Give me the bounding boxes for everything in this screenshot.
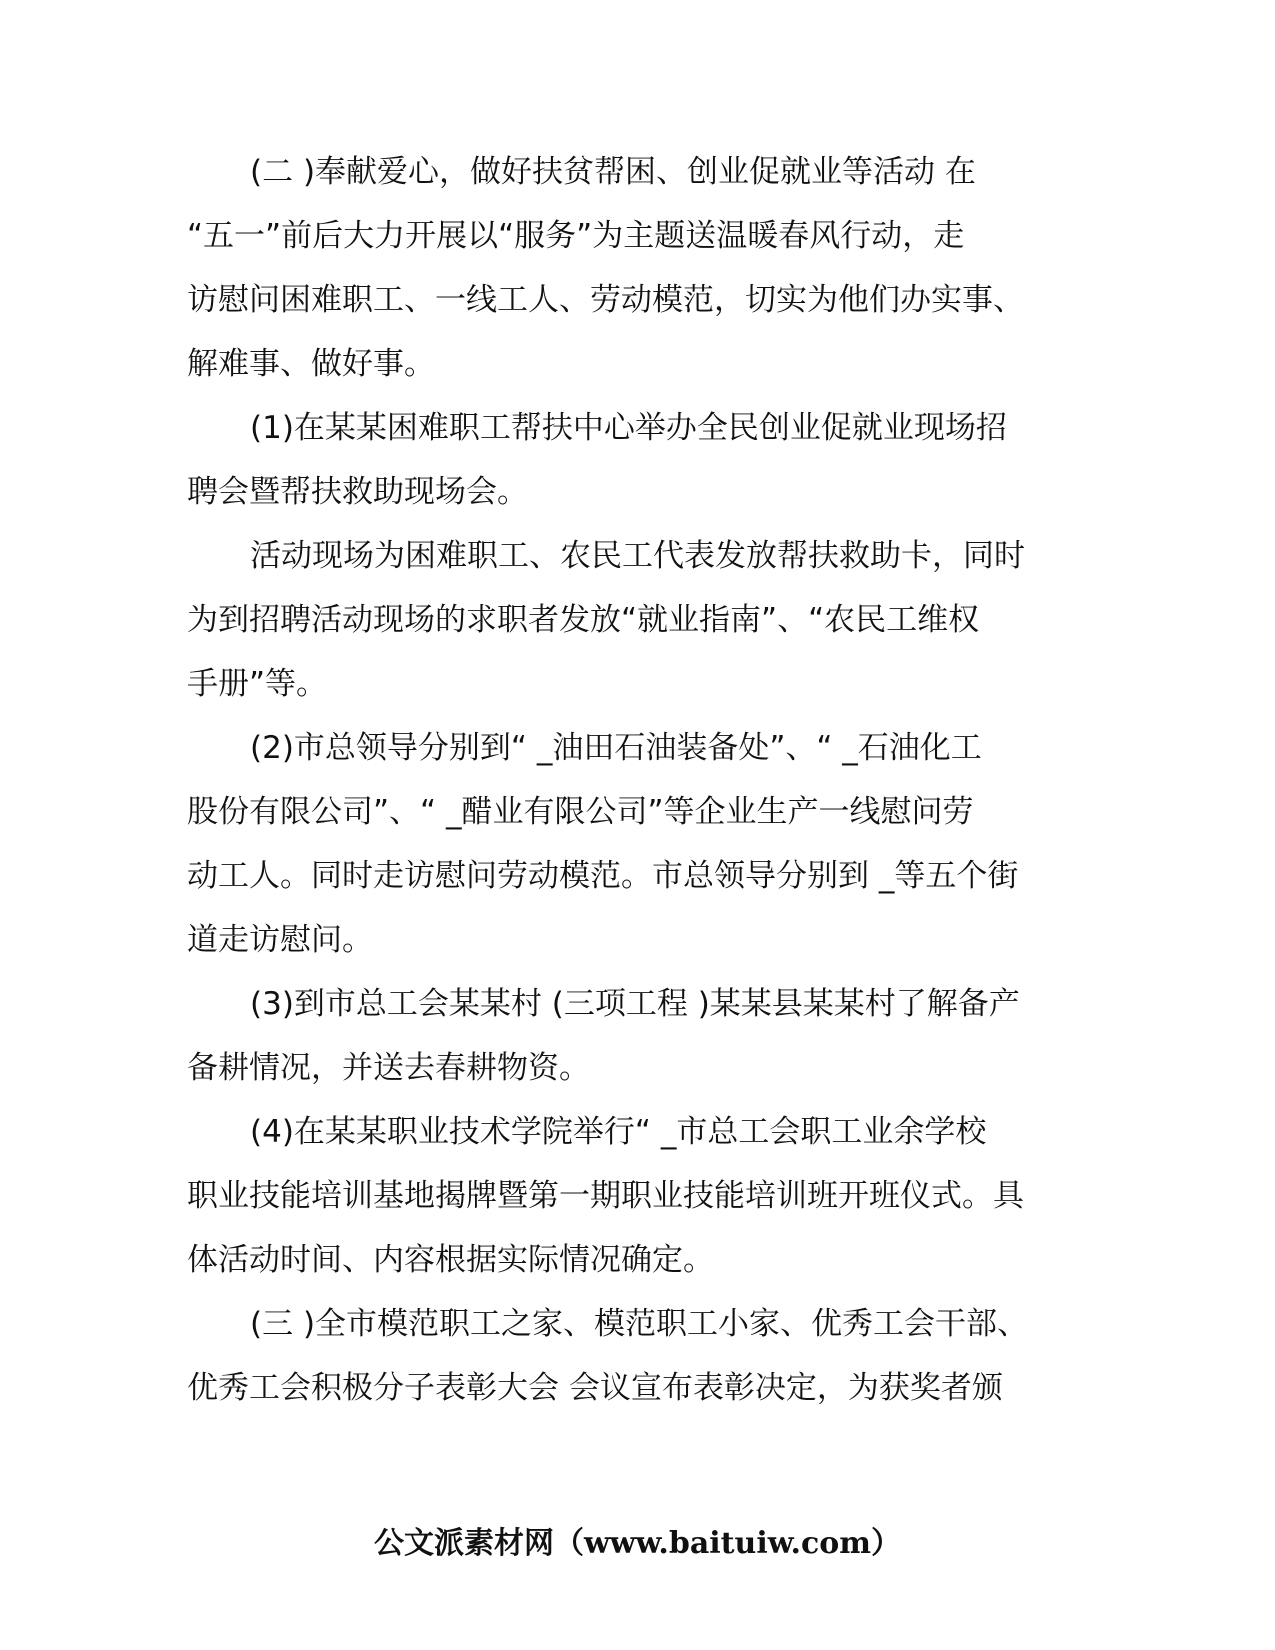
paragraph-line: 为到招聘活动现场的求职者发放“就业指南”、“农民工维权	[187, 602, 980, 638]
paragraph-line: (1)在某某困难职工帮扶中心举办全民创业促就业现场招	[250, 410, 1007, 446]
paragraph-line: 活动现场为困难职工、农民工代表发放帮扶救助卡，同时	[250, 538, 1025, 574]
paragraph-line: (3)到市总工会某某村 (三项工程 )某某县某某村了解备产	[250, 986, 1020, 1022]
paragraph-line: 备耕情况，并送去春耕物资。	[187, 1050, 590, 1086]
paragraph-line: 股份有限公司”、“ _醋业有限公司”等企业生产一线慰问劳	[187, 794, 974, 830]
footer-source: 公文派素材网（www.baituiw.com）	[373, 1526, 902, 1561]
paragraph-line: (4)在某某职业技术学院举行“ _市总工会职工业余学校	[250, 1114, 987, 1150]
paragraph-line: 优秀工会积极分子表彰大会 会议宣布表彰决定，为获奖者颁	[187, 1370, 1003, 1406]
document-body	[187, 140, 1085, 1420]
paragraph-line: 解难事、做好事。	[187, 346, 435, 382]
paragraph-line: 体活动时间、内容根据实际情况确定。	[187, 1242, 714, 1278]
paragraph-line: 手册”等。	[187, 666, 328, 702]
paragraph-line: (2)市总领导分别到“ _油田石油装备处”、“ _石油化工	[250, 730, 982, 766]
paragraph-line: 聘会暨帮扶救助现场会。	[187, 474, 528, 510]
paragraph-line: (二 )奉献爱心，做好扶贫帮困、创业促就业等活动 在	[250, 154, 976, 190]
paragraph-line: 职业技能培训基地揭牌暨第一期职业技能培训班开班仪式。具	[187, 1178, 1024, 1214]
paragraph-line: 动工人。同时走访慰问劳动模范。市总领导分别到 _等五个街	[187, 858, 1019, 894]
paragraph-line: 道走访慰问。	[187, 922, 373, 958]
paragraph-line: “五一”前后大力开展以“服务”为主题送温暖春风行动，走	[187, 218, 965, 254]
paragraph-line: (三 )全市模范职工之家、模范职工小家、优秀工会干部、	[250, 1306, 1029, 1342]
paragraph-line: 访慰问困难职工、一线工人、劳动模范，切实为他们办实事、	[187, 282, 1024, 318]
